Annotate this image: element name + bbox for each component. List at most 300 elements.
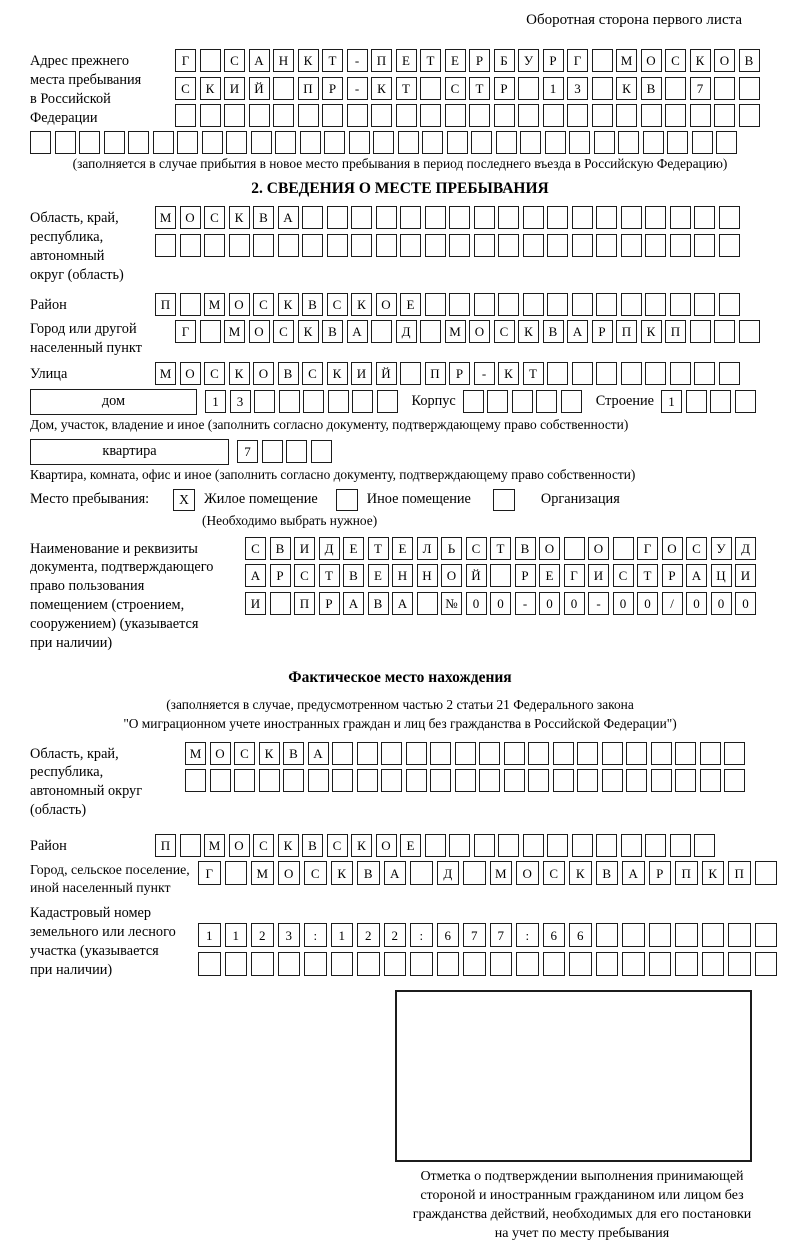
char-cell: [572, 206, 593, 229]
char-cell: С: [302, 362, 323, 385]
char-cell: Т: [469, 77, 490, 100]
house-caption: Дом, участок, владение и иное (заполнить согласно документу, подтверждающему право собственности): [30, 416, 629, 432]
char-cell: [572, 834, 593, 857]
char-cell: [504, 769, 525, 792]
char-cell: [596, 923, 619, 947]
document-grid: [245, 537, 756, 615]
char-cell: Т: [368, 537, 389, 560]
cadastral-grid: [198, 901, 777, 976]
char-cell: 1: [543, 77, 564, 100]
char-cell: [572, 234, 593, 257]
document-row-3: [245, 592, 756, 615]
char-cell: Т: [420, 49, 441, 72]
char-cell: [755, 952, 778, 976]
char-cell: -: [474, 362, 495, 385]
char-cell: [700, 742, 721, 765]
label-line: на учет по месту пребывания: [494, 1225, 670, 1241]
char-cell: [425, 834, 446, 857]
option-organization-label: Организация: [540, 491, 620, 508]
char-cell: [512, 390, 533, 413]
label-line: при наличии): [30, 962, 113, 979]
document-row-1: [245, 537, 756, 560]
char-cell: М: [204, 293, 225, 316]
char-cell: [724, 769, 745, 792]
char-cell: [351, 234, 372, 257]
char-cell: 6: [437, 923, 460, 947]
stamp-caption: [393, 1168, 771, 1243]
char-cell: С: [253, 834, 274, 857]
char-cell: [643, 131, 664, 154]
cadastral-label: [30, 901, 198, 979]
char-cell: [251, 131, 272, 154]
char-cell: [596, 834, 617, 857]
char-cell: [202, 131, 223, 154]
char-cell: [694, 834, 715, 857]
label-line: иной населенный пункт: [30, 880, 171, 896]
char-cell: 1: [661, 390, 682, 413]
prev-address-label: [30, 49, 175, 127]
stroenie-label: Строение: [595, 393, 655, 410]
char-cell: /: [662, 592, 683, 615]
char-cell: [283, 769, 304, 792]
char-cell: С: [175, 77, 196, 100]
char-cell: 0: [637, 592, 658, 615]
char-cell: [645, 834, 666, 857]
prev-address-row-1: [175, 49, 760, 72]
char-cell: [332, 769, 353, 792]
char-cell: [516, 952, 539, 976]
char-cell: [665, 104, 686, 127]
char-cell: К: [569, 861, 592, 885]
char-cell: В: [596, 861, 619, 885]
district-row: [155, 293, 740, 316]
char-cell: К: [298, 320, 319, 343]
char-cell: Л: [417, 537, 438, 560]
char-cell: М: [155, 206, 176, 229]
char-cell: К: [278, 834, 299, 857]
char-cell: [311, 440, 332, 463]
house-named-box: дом: [30, 389, 197, 415]
char-cell: [755, 861, 778, 885]
char-cell: К: [498, 362, 519, 385]
char-cell: [469, 104, 490, 127]
korpus-cells: [463, 390, 582, 413]
char-cell: [55, 131, 76, 154]
char-cell: [204, 234, 225, 257]
char-cell: [665, 77, 686, 100]
char-cell: [494, 104, 515, 127]
char-cell: В: [515, 537, 536, 560]
char-cell: [449, 834, 470, 857]
label-line: автономный округ: [30, 783, 143, 800]
char-cell: [622, 952, 645, 976]
char-cell: [592, 77, 613, 100]
char-cell: -: [347, 49, 368, 72]
char-cell: [406, 769, 427, 792]
char-cell: А: [686, 564, 707, 587]
char-cell: [200, 320, 221, 343]
char-cell: [286, 440, 307, 463]
char-cell: П: [665, 320, 686, 343]
char-cell: [210, 769, 231, 792]
char-cell: О: [516, 861, 539, 885]
char-cell: [275, 131, 296, 154]
char-cell: [675, 952, 698, 976]
stroenie-cells: [661, 390, 756, 413]
char-cell: [724, 742, 745, 765]
char-cell: [694, 362, 715, 385]
char-cell: [420, 104, 441, 127]
char-cell: К: [702, 861, 725, 885]
house-row: [30, 389, 770, 415]
char-cell: 6: [543, 923, 566, 947]
char-cell: [437, 952, 460, 976]
char-cell: [702, 952, 725, 976]
char-cell: Т: [490, 537, 511, 560]
apartment-named-box: квартира: [30, 439, 229, 465]
char-cell: Р: [662, 564, 683, 587]
char-cell: К: [616, 77, 637, 100]
char-cell: Й: [249, 77, 270, 100]
char-cell: Р: [494, 77, 515, 100]
label-line: при наличии): [30, 634, 113, 651]
char-cell: [185, 769, 206, 792]
char-cell: [420, 320, 441, 343]
char-cell: [690, 104, 711, 127]
char-cell: Р: [449, 362, 470, 385]
char-cell: С: [234, 742, 255, 765]
char-cell: 3: [278, 923, 301, 947]
char-cell: [455, 742, 476, 765]
char-cell: [621, 206, 642, 229]
char-cell: [618, 131, 639, 154]
char-cell: [735, 390, 756, 413]
char-cell: [278, 952, 301, 976]
char-cell: [357, 742, 378, 765]
char-cell: [381, 769, 402, 792]
char-cell: [543, 104, 564, 127]
char-cell: [347, 104, 368, 127]
char-cell: [675, 769, 696, 792]
char-cell: [543, 952, 566, 976]
char-cell: [694, 234, 715, 257]
char-cell: [645, 293, 666, 316]
char-cell: К: [371, 77, 392, 100]
char-cell: К: [331, 861, 354, 885]
char-cell: [616, 104, 637, 127]
option-residential-label: Жилое помещение: [204, 491, 318, 508]
cadastral-row-2: [198, 952, 777, 976]
char-cell: 0: [686, 592, 707, 615]
char-cell: [728, 923, 751, 947]
actual-city-label: [30, 861, 198, 897]
char-cell: [447, 131, 468, 154]
char-cell: [331, 952, 354, 976]
char-cell: [249, 104, 270, 127]
char-cell: [719, 206, 740, 229]
char-cell: А: [392, 592, 413, 615]
char-cell: [304, 952, 327, 976]
char-cell: [303, 390, 324, 413]
char-cell: О: [249, 320, 270, 343]
char-cell: [621, 834, 642, 857]
char-cell: -: [515, 592, 536, 615]
char-cell: У: [711, 537, 732, 560]
char-cell: [384, 952, 407, 976]
char-cell: [273, 104, 294, 127]
apartment-caption: Квартира, комната, офис и иное (заполнить согласно документу, подтверждающему право собственности): [30, 466, 636, 482]
actual-location-caption: [30, 695, 770, 734]
char-cell: [518, 77, 539, 100]
char-cell: [200, 104, 221, 127]
document-field: [30, 537, 770, 653]
char-cell: С: [294, 564, 315, 587]
char-cell: О: [229, 834, 250, 857]
char-cell: Г: [564, 564, 585, 587]
label-line: Отметка о подтверждении выполнения принимающей: [420, 1168, 744, 1184]
char-cell: Б: [494, 49, 515, 72]
char-cell: [700, 769, 721, 792]
char-cell: Н: [273, 49, 294, 72]
char-cell: Р: [515, 564, 536, 587]
label-line: Город, сельское поселение,: [30, 862, 190, 878]
char-cell: [670, 234, 691, 257]
char-cell: 0: [735, 592, 756, 615]
document-row-2: [245, 564, 756, 587]
char-cell: Е: [343, 537, 364, 560]
char-cell: [400, 206, 421, 229]
char-cell: [577, 769, 598, 792]
char-cell: А: [567, 320, 588, 343]
char-cell: [596, 206, 617, 229]
char-cell: К: [351, 293, 372, 316]
char-cell: [520, 131, 541, 154]
char-cell: [262, 440, 283, 463]
label-line: помещением (строением,: [30, 597, 185, 614]
char-cell: [180, 293, 201, 316]
char-cell: А: [343, 592, 364, 615]
char-cell: [155, 234, 176, 257]
char-cell: [569, 952, 592, 976]
char-cell: В: [302, 293, 323, 316]
char-cell: [487, 390, 508, 413]
char-cell: 7: [690, 77, 711, 100]
char-cell: [449, 234, 470, 257]
char-cell: [410, 952, 433, 976]
char-cell: [528, 742, 549, 765]
char-cell: [613, 537, 634, 560]
char-cell: [229, 234, 250, 257]
char-cell: [569, 131, 590, 154]
char-cell: [234, 769, 255, 792]
char-cell: И: [245, 592, 266, 615]
char-cell: А: [347, 320, 368, 343]
char-cell: [547, 834, 568, 857]
char-cell: [649, 952, 672, 976]
char-cell: [79, 131, 100, 154]
char-cell: [406, 742, 427, 765]
char-cell: О: [539, 537, 560, 560]
char-cell: Т: [322, 49, 343, 72]
char-cell: [670, 206, 691, 229]
char-cell: С: [204, 362, 225, 385]
label-line: республика,: [30, 229, 104, 246]
char-cell: [739, 320, 760, 343]
char-cell: [198, 952, 221, 976]
char-cell: [621, 234, 642, 257]
region-row-1: [155, 206, 740, 229]
section2-title: 2. СВЕДЕНИЯ О МЕСТЕ ПРЕБЫВАНИЯ: [251, 180, 549, 198]
char-cell: [692, 131, 713, 154]
char-cell: К: [518, 320, 539, 343]
char-cell: [153, 131, 174, 154]
char-cell: [474, 293, 495, 316]
char-cell: [621, 362, 642, 385]
char-cell: Е: [368, 564, 389, 587]
char-cell: Т: [319, 564, 340, 587]
char-cell: [596, 362, 617, 385]
char-cell: С: [686, 537, 707, 560]
char-cell: А: [249, 49, 270, 72]
label-line: Город или другой: [30, 320, 137, 337]
char-cell: С: [327, 293, 348, 316]
char-cell: К: [259, 742, 280, 765]
char-cell: [572, 293, 593, 316]
char-cell: [30, 131, 51, 154]
char-cell: А: [278, 206, 299, 229]
region-label: [30, 206, 155, 284]
char-cell: [327, 234, 348, 257]
char-cell: О: [588, 537, 609, 560]
street-label: Улица: [30, 365, 68, 382]
city-row: [175, 320, 760, 343]
char-cell: О: [662, 537, 683, 560]
char-cell: [278, 234, 299, 257]
char-cell: П: [728, 861, 751, 885]
char-cell: О: [641, 49, 662, 72]
actual-district-row: [155, 834, 715, 857]
char-cell: А: [622, 861, 645, 885]
char-cell: Н: [392, 564, 413, 587]
char-cell: [351, 206, 372, 229]
prev-address-overflow-row: [30, 131, 770, 154]
street-field: [30, 362, 770, 385]
label-line: в Российской: [30, 90, 111, 107]
char-cell: О: [180, 206, 201, 229]
city-field: [30, 320, 770, 358]
char-cell: Р: [592, 320, 613, 343]
char-cell: [649, 923, 672, 947]
char-cell: [479, 769, 500, 792]
region-grid: [155, 206, 740, 257]
char-cell: К: [200, 77, 221, 100]
char-cell: [626, 742, 647, 765]
char-cell: [128, 131, 149, 154]
actual-region-grid: [185, 742, 745, 793]
char-cell: [324, 131, 345, 154]
char-cell: 2: [384, 923, 407, 947]
char-cell: [396, 104, 417, 127]
region-row-2: [155, 234, 740, 257]
char-cell: :: [410, 923, 433, 947]
char-cell: П: [155, 293, 176, 316]
checkbox-residential: X: [173, 489, 195, 511]
char-cell: [714, 77, 735, 100]
char-cell: К: [278, 293, 299, 316]
actual-district-label: Район: [30, 838, 67, 855]
char-cell: В: [343, 564, 364, 587]
char-cell: Е: [400, 834, 421, 857]
char-cell: В: [302, 834, 323, 857]
char-cell: И: [588, 564, 609, 587]
char-cell: [716, 131, 737, 154]
char-cell: В: [270, 537, 291, 560]
char-cell: Д: [437, 861, 460, 885]
char-cell: [226, 131, 247, 154]
char-cell: [504, 742, 525, 765]
char-cell: [594, 131, 615, 154]
label-line: земельного или лесного: [30, 924, 176, 941]
char-cell: [479, 742, 500, 765]
char-cell: [430, 742, 451, 765]
char-cell: 0: [613, 592, 634, 615]
char-cell: 2: [357, 923, 380, 947]
actual-location-title: Фактическое место нахождения: [288, 668, 512, 686]
char-cell: О: [714, 49, 735, 72]
char-cell: 7: [237, 440, 258, 463]
char-cell: П: [675, 861, 698, 885]
prev-address-caption: (заполняется в случае прибытия в новое место пребывания в период последнего въезда в Российскую Федерацию): [72, 156, 728, 172]
char-cell: К: [351, 834, 372, 857]
char-cell: 2: [251, 923, 274, 947]
char-cell: В: [641, 77, 662, 100]
stay-type-label: Место пребывания:: [30, 491, 150, 508]
prev-address-row-3: [175, 104, 760, 127]
char-cell: О: [376, 834, 397, 857]
char-cell: [463, 861, 486, 885]
prev-address-field: [30, 49, 770, 127]
char-cell: [349, 131, 370, 154]
char-cell: К: [327, 362, 348, 385]
char-cell: О: [253, 362, 274, 385]
char-cell: [177, 131, 198, 154]
char-cell: 0: [539, 592, 560, 615]
char-cell: В: [283, 742, 304, 765]
char-cell: [602, 742, 623, 765]
char-cell: В: [278, 362, 299, 385]
label-line: автономный: [30, 248, 105, 265]
char-cell: К: [690, 49, 711, 72]
label-line: документа, подтверждающего: [30, 559, 214, 576]
char-cell: [224, 104, 245, 127]
char-cell: [592, 104, 613, 127]
char-cell: [547, 362, 568, 385]
char-cell: [449, 293, 470, 316]
char-cell: [675, 923, 698, 947]
char-cell: М: [155, 362, 176, 385]
char-cell: И: [224, 77, 245, 100]
apartment-cells: [237, 440, 332, 463]
char-cell: [602, 769, 623, 792]
label-line: (область): [30, 802, 87, 819]
char-cell: А: [384, 861, 407, 885]
char-cell: С: [273, 320, 294, 343]
char-cell: [592, 49, 613, 72]
char-cell: [518, 104, 539, 127]
label-line: населенный пункт: [30, 339, 142, 356]
street-row: [155, 362, 740, 385]
char-cell: С: [327, 834, 348, 857]
